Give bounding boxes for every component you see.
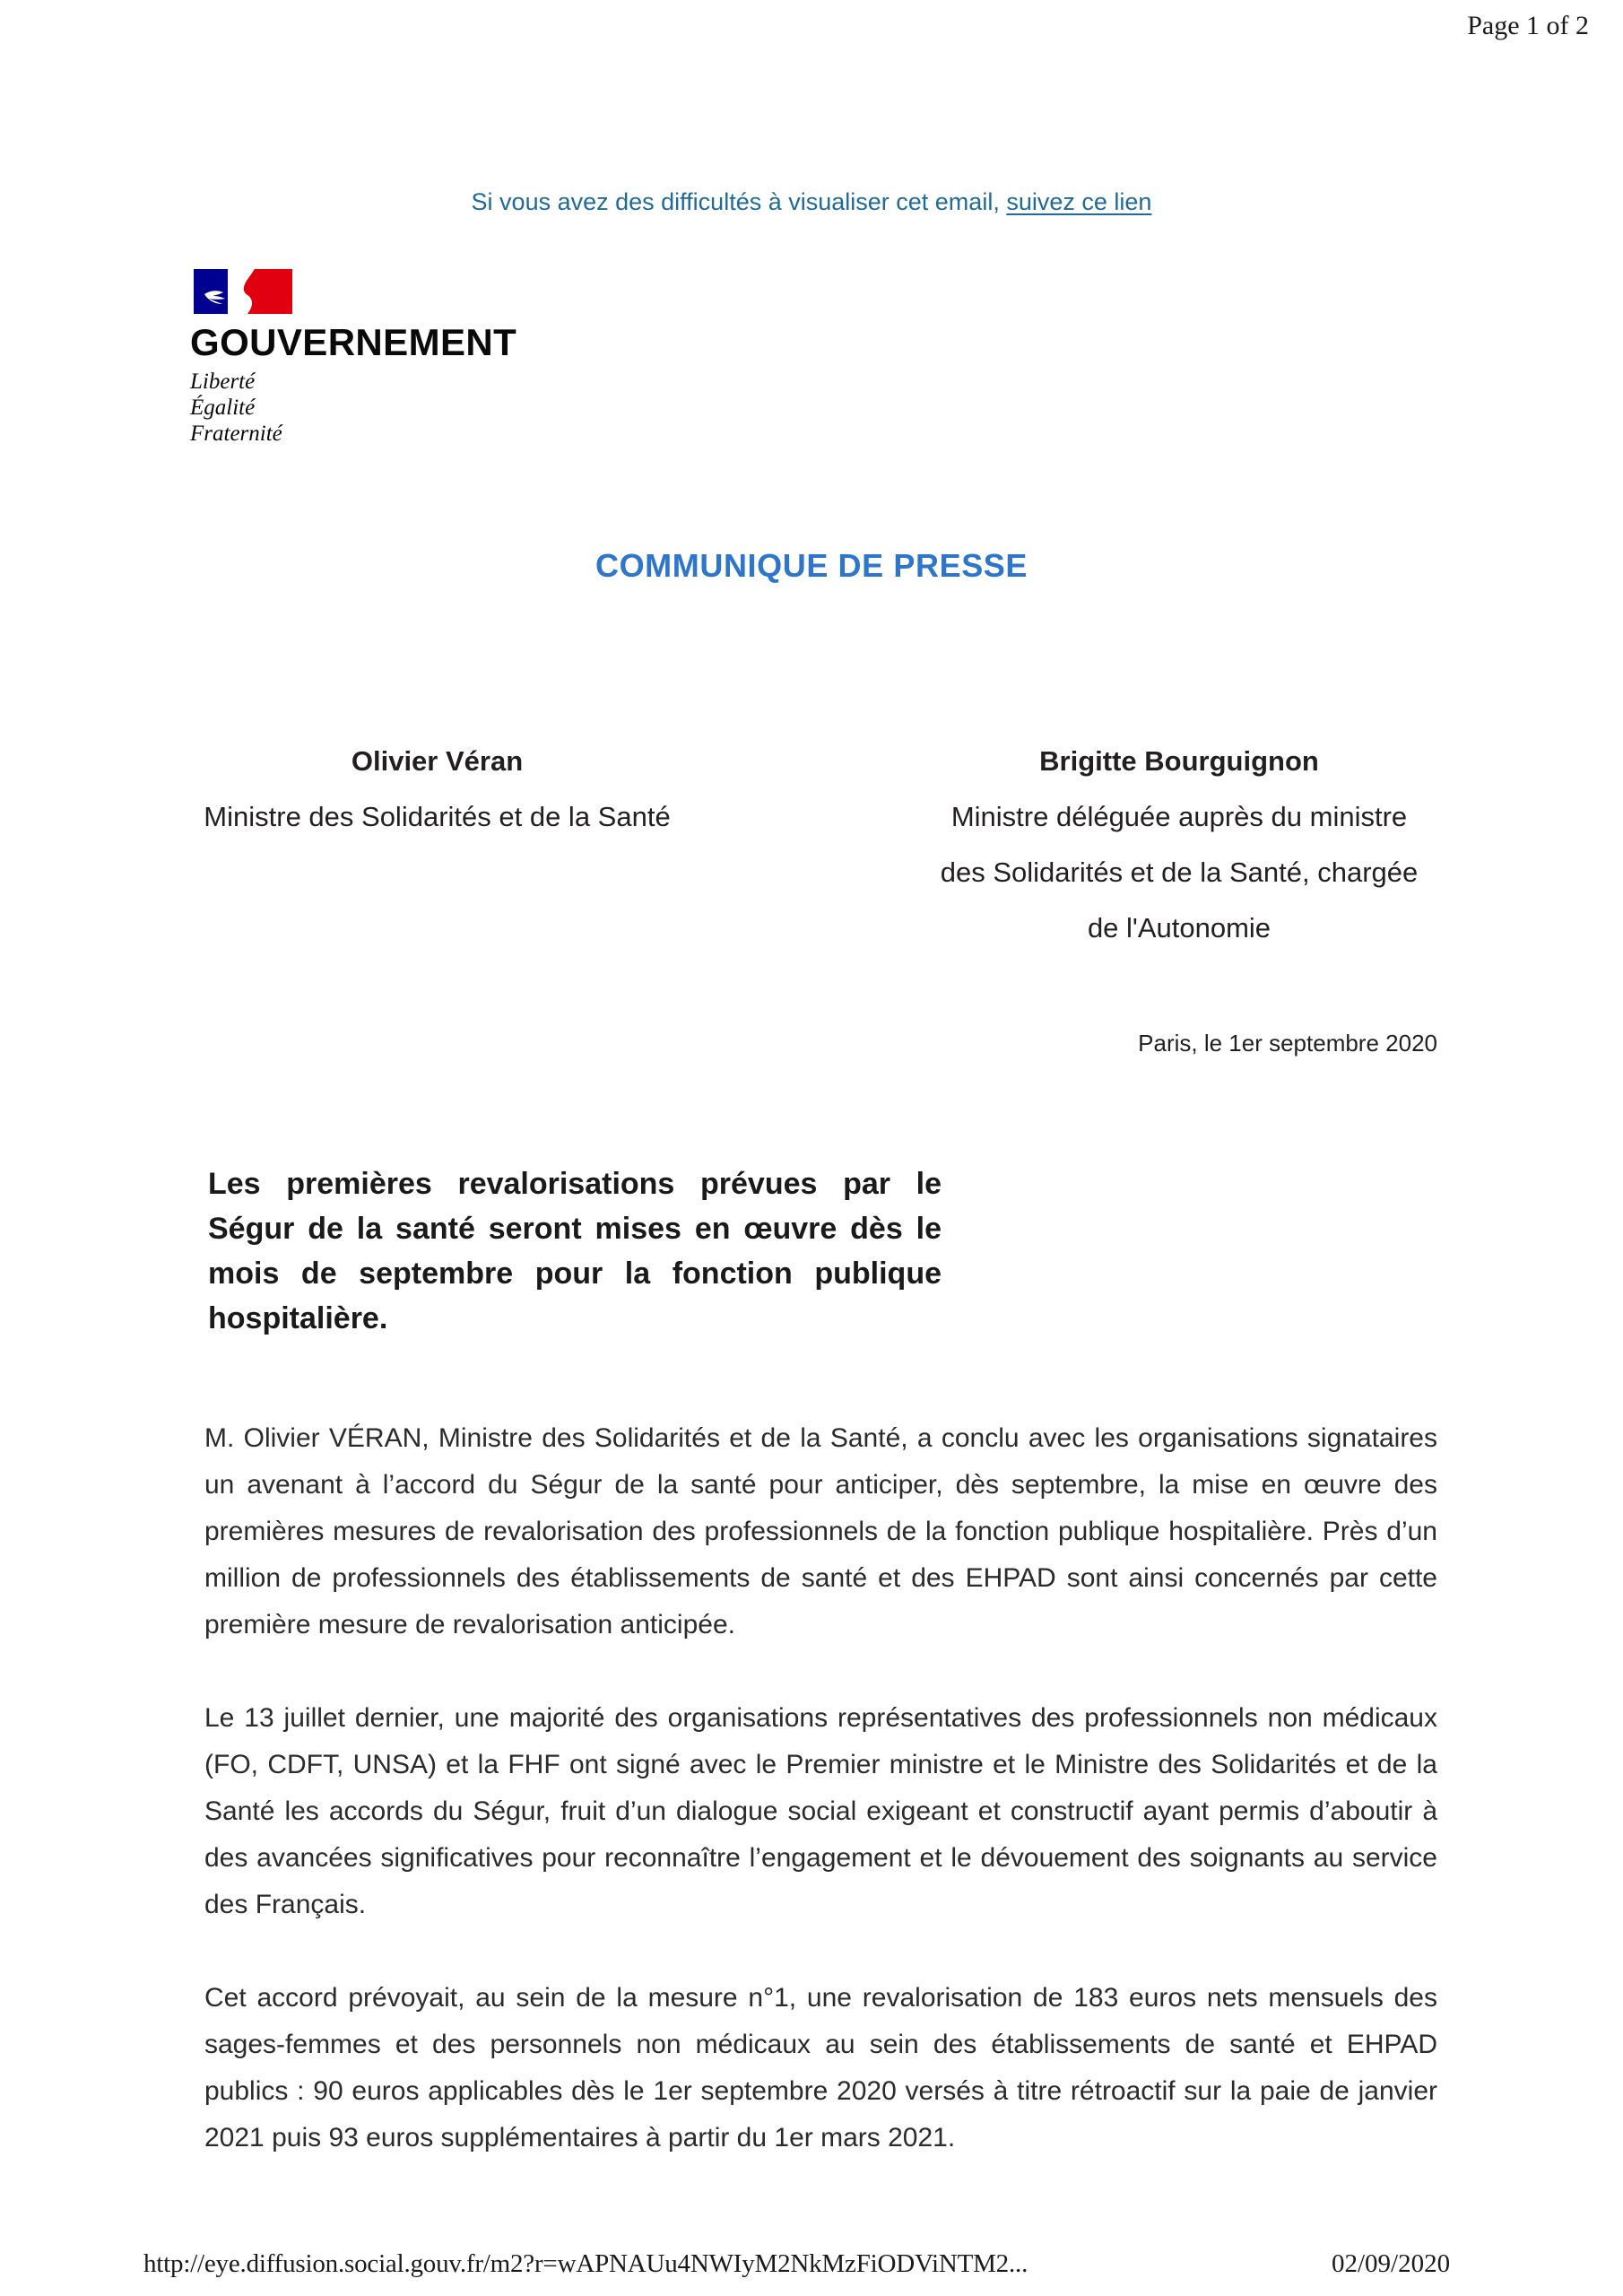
minister-name: Brigitte Bourguignon (1039, 745, 1319, 777)
email-view-notice-text: Si vous avez des difficultés à visualiser cet email, (471, 188, 1000, 215)
ministers-block (0, 734, 1623, 956)
body-paragraph: Le 13 juillet dernier, une majorité des organisations représentatives des professionnels non médicaux (FO, CDFT, UNSA) et la FHF ont signé avec le Premier ministre et le Ministre des Solidarités et de la Santé les accords du Ségur, fruit d’un dialogue social exigeant et constructif ayant permis d’aboutir à des avancées significatives pour reconnaître l’engagement et le dévouement des soignants au service des Français. (204, 1703, 1437, 1919)
email-view-notice (0, 187, 1623, 217)
logo-motto-fraternite: Fraternité (190, 422, 282, 446)
dateline: Paris, le 1er septembre 2020 (1138, 1030, 1437, 1057)
document-title: Les premières revalorisations prévues par le Ségur de la santé seront mises en œuvre dès le mois de septembre pour la fonction publique hospitalière. (208, 1167, 942, 1335)
logo-wordmark: GOUVERNEMENT (190, 321, 517, 363)
minister-title-line: Ministre des Solidarités et de la Santé (204, 801, 671, 832)
body-paragraph: Cet accord prévoyait, au sein de la mesure n°1, une revalorisation de 183 euros nets mensuels des sages-femmes et des personnels non médicaux au sein des établissements de santé et EHPAD publics : 90 euros applicables dès le 1er septembre 2020 versés à titre rétroactif sur la paie de janvier 2021 puis 93 euros supplémentaires à partir du 1er mars 2021. (204, 1983, 1437, 2152)
minister-name: Olivier Véran (351, 745, 524, 777)
minister-column-veran (0, 734, 812, 956)
government-logo (190, 269, 567, 447)
minister-column-bourguignon (812, 734, 1623, 956)
print-footer-date: 02/09/2020 (1332, 2249, 1451, 2278)
logo-motto-liberte: Liberté (190, 370, 256, 394)
print-header-page-label: Page 1 of 2 (1467, 11, 1589, 40)
logo-motto (190, 369, 567, 447)
body-paragraph: M. Olivier VÉRAN, Ministre des Solidarités et de la Santé, a conclu avec les organisations signataires un avenant à l’accord du Ségur de la santé pour anticiper, dès septembre, la mise en œuvre des premières mesures de revalorisation des professionnels de la fonction publique hospitalière. Près d’un million de professionnels des établissements de santé et des EHPAD sont ainsi concernés par cette première mesure de revalorisation anticipée. (204, 1423, 1437, 1639)
document-body (204, 1415, 1437, 2161)
marianne-flag-icon (194, 269, 292, 314)
logo-motto-egalite: Égalité (190, 396, 256, 420)
minister-title-line: Ministre déléguée auprès du ministre (950, 801, 1408, 832)
minister-title-line: des Solidarités et de la Santé, chargée (940, 857, 1419, 888)
view-in-browser-link[interactable]: suivez ce lien (1006, 188, 1152, 215)
minister-title-line: de l'Autonomie (1087, 912, 1271, 944)
print-footer-url: http://eye.diffusion.social.gouv.fr/m2?r=wAPNAUu4NWIyM2NkMzFiODViNTM2... (143, 2249, 1028, 2278)
press-release-heading: COMMUNIQUE DE PRESSE (595, 547, 1028, 584)
print-footer (0, 2244, 1623, 2283)
